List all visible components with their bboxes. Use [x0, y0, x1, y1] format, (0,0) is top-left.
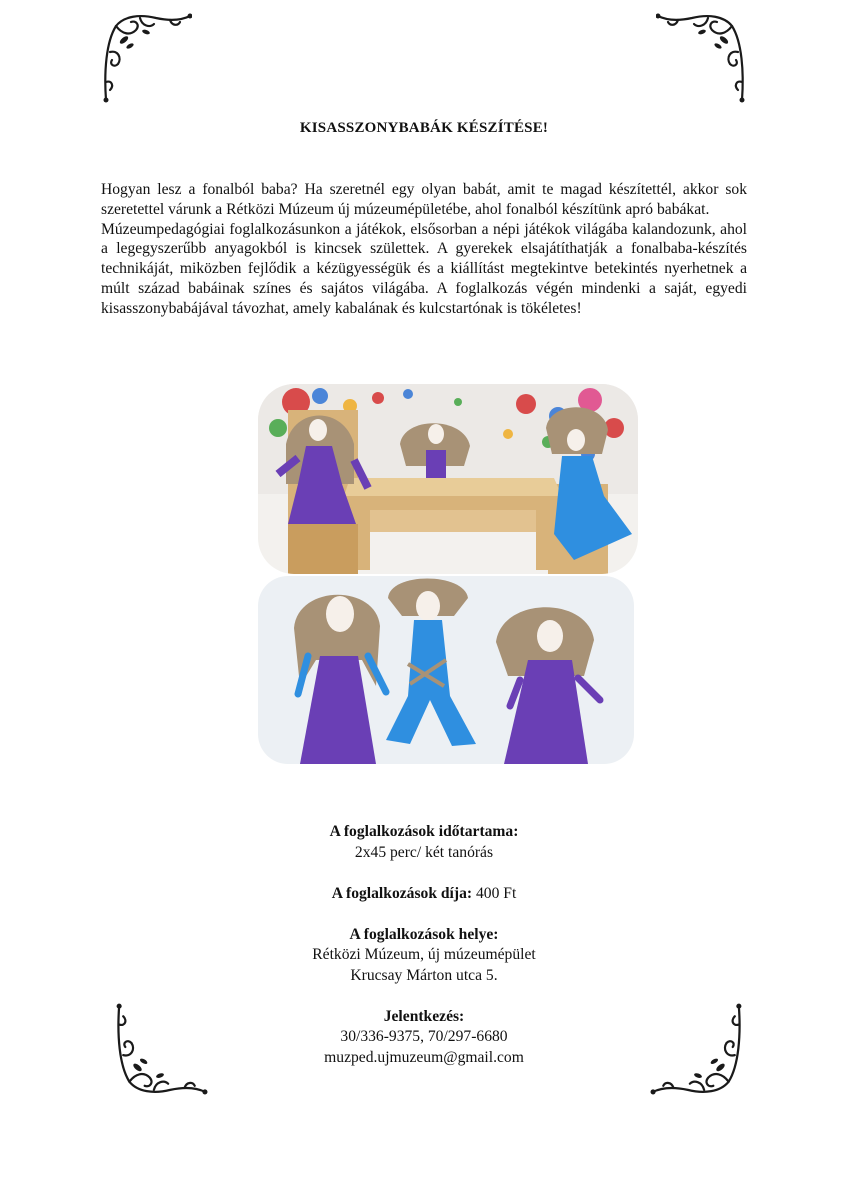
page-title: KISASSZONYBABÁK KÉSZÍTÉSE! — [299, 120, 549, 136]
duration-block — [0, 822, 848, 863]
corner-ornament-top-right — [656, 12, 748, 106]
fee-value: 400 Ft — [475, 884, 517, 902]
location-line-1: Rétközi Múzeum, új múzeumépület — [312, 946, 536, 963]
intro-text — [101, 180, 747, 319]
corner-ornament-icon — [656, 12, 748, 106]
location-line-2: Krucsay Márton utca 5. — [350, 966, 498, 984]
intro-paragraph-1: Hogyan lesz a fonalból baba? Ha szeretnél egy olyan babát, amit te magad készítettél, akkor sok szeretettel várunk a Rétközi Múzeum új múzeumépületébe, ahol fonalból készítünk apró babákat. — [101, 181, 747, 218]
photo-dolls-at-table — [258, 384, 638, 574]
registration-email: muzped.ujmuzeum@gmail.com — [324, 1048, 524, 1066]
location-label: A foglalkozások helye: — [349, 925, 499, 943]
location-block — [0, 925, 848, 987]
corner-ornament-top-left — [100, 12, 192, 106]
corner-ornament-icon — [100, 12, 192, 106]
duration-label: A foglalkozások időtartama: — [329, 823, 519, 840]
corner-ornament-bottom-right — [650, 1000, 746, 1096]
intro-paragraph-2: Múzeumpedagógiai foglalkozásunkon a játékok, elsősorban a népi játékok világába kalandozunk, ahol a legegyszerűbb anyagokból is kincsek születtek. A gyerekek elsajátíthatják a fonalbaba-készítés technikáját, miközben fejlődik a kézügyességük és a kiállítást megtekintve betekintés nyerhetnek a múlt század babáinak színes és sajátos világába. A foglalkozás végén mindenki a saját, egyedi kisasszonybabájával távozhat, amely kabalának és kulcstartónak is tökéletes! — [101, 220, 747, 317]
corner-ornament-bottom-left — [112, 1000, 208, 1096]
duration-value: 2x45 perc/ két tanórás — [354, 843, 494, 861]
registration-phones: 30/336-9375, 70/297-6680 — [340, 1028, 508, 1045]
photo-three-yarn-dolls — [258, 576, 634, 764]
fee-block — [0, 884, 848, 905]
corner-ornament-icon — [112, 1000, 208, 1096]
registration-label: Jelentkezés: — [383, 1007, 465, 1025]
fee-label: A foglalkozások díja: — [331, 884, 473, 902]
corner-ornament-icon — [650, 1000, 746, 1096]
